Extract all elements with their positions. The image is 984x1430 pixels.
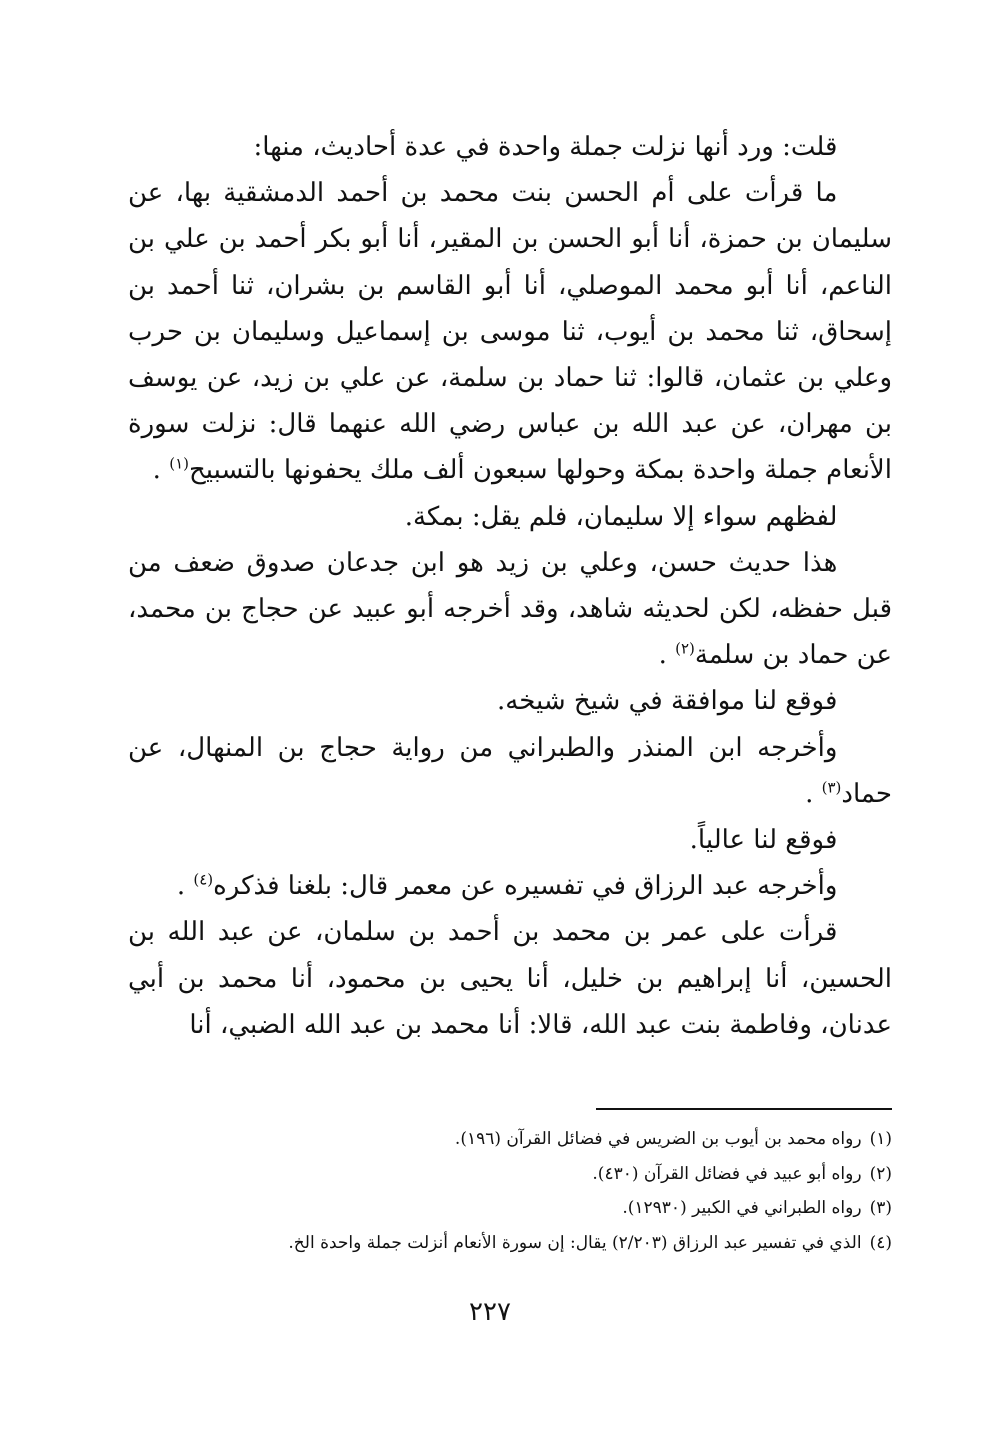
- paragraph-text: قلت: ورد أنها نزلت جملة واحدة في عدة أحاديث، منها:: [253, 132, 838, 162]
- footnote-text: رواه الطبراني في الكبير (١٢٩٣٠).: [622, 1198, 862, 1219]
- paragraph-4: [128, 540, 892, 679]
- main-text: [128, 124, 892, 1048]
- footnote-text: الذي في تفسير عبد الرزاق (٢/٢٠٣) يقال: إن سورة الأنعام أنزلت جملة واحدة الخ.: [288, 1232, 862, 1253]
- footnote-text: رواه أبو عبيد في فضائل القرآن (٤٣٠).: [592, 1163, 862, 1184]
- sentence-end: .: [176, 871, 186, 902]
- sentence-end: .: [805, 778, 814, 809]
- paragraph-3: [128, 494, 892, 540]
- paragraph-text: ما قرأت على أم الحسن بنت محمد بن أحمد الدمشقية بها، عن سليمان بن حمزة، أنا أبو الحسن بن المقير، أنا أبو بكر أحمد بن علي بن الناعم، أنا أبو محمد الموصلي، أنا أبو القاسم بن بشران، ثنا أحمد بن إسحاق، ثنا محمد بن أيوب، ثنا موسى بن إسماعيل وسليمان بن حرب وعلي بن عثمان، قالوا: ثنا حماد بن سلمة، عن علي بن زيد، عن يوسف بن مهران، عن عبد الله بن عباس رضي الله عنهما قال: نزلت سورة الأنعام جملة واحدة بمكة وحولها سبعون ألف ملك يحفونها بالتسبيح: [128, 178, 892, 486]
- footnote-ref-4[interactable]: (٤): [193, 870, 214, 889]
- sentence-end: .: [658, 640, 667, 671]
- footnote-3: [120, 1191, 892, 1226]
- footnote-divider: [596, 1108, 892, 1110]
- footnote-2: [120, 1157, 892, 1192]
- footnote-number: (٣): [869, 1198, 892, 1219]
- footnote-ref-3[interactable]: (٣): [821, 778, 842, 797]
- paragraph-text: فوقع لنا عالياً.: [689, 825, 838, 856]
- paragraph-8: [128, 863, 892, 909]
- paragraph-5: [128, 678, 892, 724]
- paragraph-text: قرأت على عمر بن محمد بن أحمد بن سلمان، عن عبد الله بن الحسين، أنا إبراهيم بن خليل، أنا يحيى بن محمود، أنا محمد بن أبي عدنان، وفاطمة بنت عبد الله، قالا: أنا محمد بن عبد الله الضبي، أنا: [128, 917, 892, 1040]
- footnote-text: رواه محمد بن أيوب بن الضريس في فضائل القرآن (١٩٦).: [454, 1129, 862, 1149]
- footnote-4: [120, 1226, 892, 1261]
- page-number: ٢٢٧: [469, 1297, 511, 1327]
- footnote-ref-2[interactable]: (٢): [675, 639, 695, 658]
- paragraph-2: [128, 170, 892, 493]
- footnote-ref-1[interactable]: (١): [169, 454, 189, 473]
- paragraph-text: وأخرجه عبد الرزاق في تفسيره عن معمر قال: بلغنا فذكره: [213, 871, 838, 902]
- paragraph-text: لفظهم سواء إلا سليمان، فلم يقل: بمكة.: [404, 501, 838, 532]
- paragraph-1: [128, 124, 892, 170]
- paragraph-text: فوقع لنا موافقة في شيخ شيخه.: [497, 686, 838, 717]
- footnote-1: [120, 1122, 892, 1157]
- footnote-number: (١): [869, 1129, 892, 1149]
- footnote-number: (٢): [869, 1163, 892, 1184]
- sentence-end: .: [152, 455, 161, 486]
- paragraph-text: وأخرجه ابن المنذر والطبراني من رواية حجاج بن المنهال، عن حماد: [128, 732, 892, 809]
- paragraph-7: [128, 817, 892, 863]
- paragraph-text: هذا حديث حسن، وعلي بن زيد هو ابن جدعان صدوق ضعف من قبل حفظه، لكن لحديثه شاهد، وقد أخرجه أبو عبيد عن حجاج بن محمد، عن حماد بن سلمة: [128, 547, 892, 671]
- footnote-number: (٤): [869, 1232, 892, 1253]
- paragraph-6: [128, 725, 892, 817]
- paragraph-9: [128, 909, 892, 1048]
- footnotes: [120, 1122, 892, 1260]
